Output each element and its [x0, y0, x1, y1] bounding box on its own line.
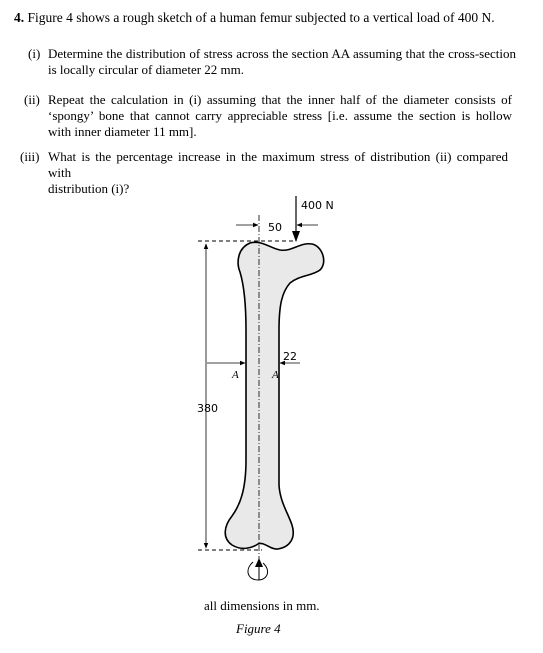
femur-shape — [225, 242, 323, 549]
part-ii-label: (ii) — [24, 92, 40, 107]
part-iii-line-2: distribution (i)? — [48, 181, 130, 196]
part-i-label: (i) — [28, 46, 41, 61]
question-text: Figure 4 shows a rough sketch of a human femur subjected to a vertical load of 400 N. — [27, 10, 495, 25]
units-note: all dimensions in mm. — [204, 598, 320, 613]
section-label-right: A — [272, 369, 279, 381]
part-ii-line-3: with inner diameter 11 mm]. — [48, 124, 197, 139]
load-arrow — [292, 231, 300, 242]
part-iii-label: (iii) — [20, 149, 40, 164]
part-ii-line-2: ‘spongy’ bone that cannot carry appreciable stress [i.e. assume the section is hollow — [48, 108, 512, 123]
part-ii-line-1: Repeat the calculation in (i) assuming that the inner half of the diameter consists of — [48, 92, 512, 107]
figure-caption: Figure 4 — [236, 621, 281, 636]
offset-dim-label: 50 — [268, 221, 282, 234]
height-dim-label: 380 — [197, 402, 218, 415]
part-i-line-1: Determine the distribution of stress across the section AA assuming that the cross-section — [48, 46, 516, 61]
question-number: 4. — [14, 10, 25, 25]
load-label: 400 N — [301, 199, 334, 212]
part-i-line-2: is locally circular of diameter 22 mm. — [48, 62, 245, 77]
section-label-left: A — [232, 369, 239, 381]
diameter-dim-label: 22 — [283, 350, 297, 363]
part-iii-line-1: What is the percentage increase in the maximum stress of distribution (ii) compared with — [48, 149, 508, 180]
